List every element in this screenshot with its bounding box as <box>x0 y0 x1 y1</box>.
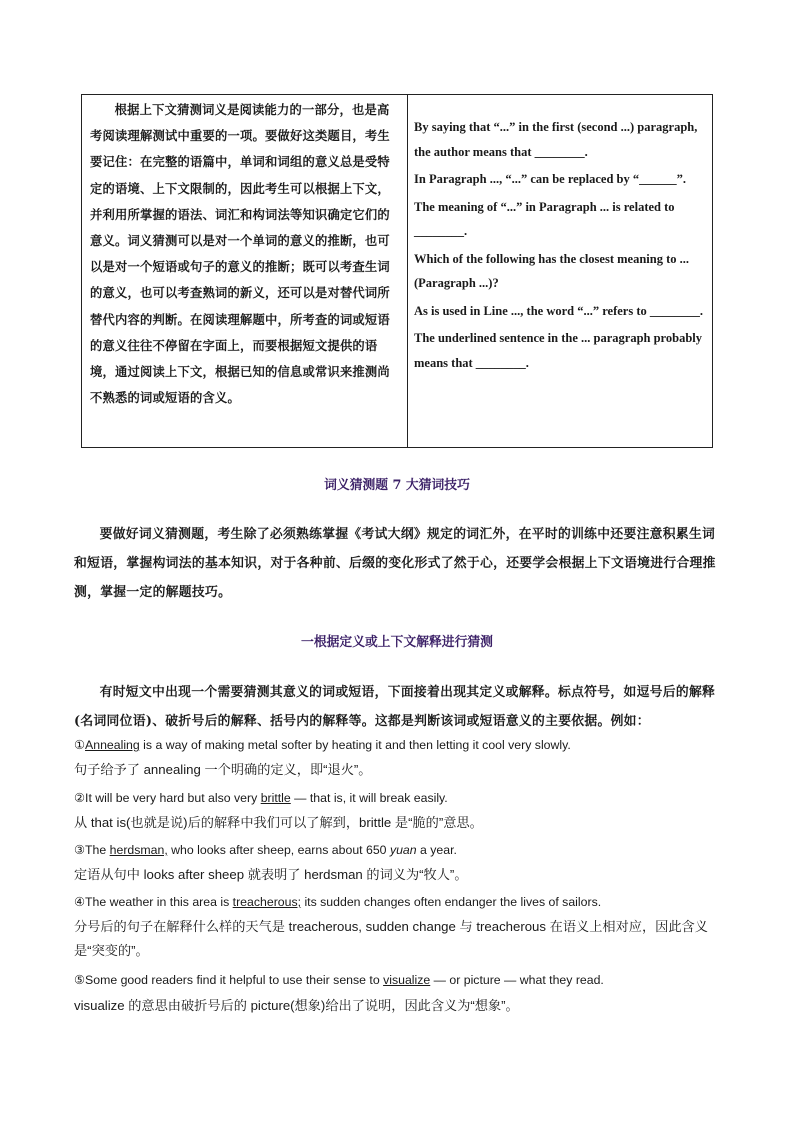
intro-description: 根据上下文猜测词义是阅读能力的一部分，也是高考阅读理解测试中重要的一项。要做好这类题目，考生要记住：在完整的语篇中，单词和词组的意义总是受特定的语境、上下文限制的，因此考生可以根据上下文，并利用所掌握的语法、词汇和构词法等知识确定它们的意义。词义猜测可以是对一个单词的意义的推断，也可以是对一个短语或句子的意义的推断；既可以考查生词的意义，也可以考查熟词的新义，还可以是对替代词所替代内容的判断。在阅读理解题中，所考查的词或短语的意义往往不停留在字面上，而要根据短文提供的语境，通过阅读上下文，根据已知的信息或常识来推测尚不熟悉的词或短语的含义。 <box>82 95 408 447</box>
example-text: — that is, it will break easily. <box>290 791 448 805</box>
question-type-3: The meaning of “...” in Paragraph ... is related to ________. <box>414 199 675 238</box>
currency-word: yuan <box>389 843 417 857</box>
example-text: a year. <box>416 843 457 857</box>
example-text: The <box>85 843 110 857</box>
example-text: It will be very hard but also very <box>85 791 261 805</box>
intro-table <box>81 94 713 448</box>
subsection-title: 一根据定义或上下文解释进行猜测 <box>301 635 493 650</box>
section-title: 词义猜测题 7 大猜词技巧 <box>324 478 470 493</box>
question-type-6: The underlined sentence in the ... paragraph probably means that ________. <box>414 331 703 370</box>
example-3 <box>74 840 734 860</box>
example-number: ④ <box>74 895 86 909</box>
example-3-explanation: 定语从句中 looks after sheep 就表明了 herdsman 的词义为“牧人”。 <box>74 867 468 882</box>
question-types <box>408 95 712 447</box>
example-number: ③ <box>74 843 86 857</box>
example-number: ① <box>74 738 86 752</box>
example-text: is a way of making metal softer by heating it and then letting it cool very slowly. <box>139 738 571 752</box>
example-4 <box>74 892 734 912</box>
example-text: who looks after sheep, earns about 650 <box>167 843 390 857</box>
example-number: ⑤ <box>74 973 86 987</box>
example-text: its sudden changes often endanger the lives of sailors. <box>301 895 602 909</box>
example-1 <box>74 735 734 755</box>
example-5 <box>74 970 734 990</box>
question-type-2: In Paragraph ..., “...” can be replaced by “______”. <box>414 172 686 186</box>
question-type-5: As is used in Line ..., the word “...” refers to ________. <box>414 303 704 318</box>
subsection-intro: 有时短文中出现一个需要猜测其意义的词或短语，下面接着出现其定义或解释。标点符号，如逗号后的解释(名词同位语)、破折号后的解释、括号内的解释等。这都是判断该词或短语意义的主要依据。例如： <box>74 685 716 729</box>
question-type-4: Which of the following has the closest meaning to ... (Paragraph ...)? <box>414 251 689 290</box>
target-word: treacherous; <box>232 895 302 909</box>
target-word: Annealing <box>85 738 140 752</box>
target-word: visualize <box>383 973 431 987</box>
target-word: herdsman, <box>109 843 168 857</box>
example-number: ② <box>74 791 86 805</box>
example-2 <box>74 788 734 808</box>
section-intro: 要做好词义猜测题，考生除了必须熟练掌握《考试大纲》规定的词汇外，在平时的训练中还要注意积累生词和短语，掌握构词法的基本知识，对于各种前、后缀的变化形式了然于心，还要学会根据上下文语境进行合理推测，掌握一定的解题技巧。 <box>74 527 716 600</box>
question-type-1: By saying that “...” in the first (second ...) paragraph, the author means that ________. <box>414 120 698 159</box>
example-2-explanation: 从 that is(也就是说)后的解释中我们可以了解到，brittle 是“脆的”意思。 <box>74 815 483 830</box>
example-5-explanation: visualize 的意思由破折号后的 picture(想象)给出了说明，因此含义为“想象”。 <box>74 998 519 1013</box>
target-word: brittle <box>260 791 291 805</box>
example-text: The weather in this area is <box>85 895 233 909</box>
example-1-explanation: 句子给予了 annealing 一个明确的定义，即“退火”。 <box>74 762 372 777</box>
example-4-explanation: 分号后的句子在解释什么样的天气是 treacherous, sudden change 与 treacherous 在语义上相对应，因此含义是“突变的”。 <box>74 919 708 958</box>
example-text: Some good readers find it helpful to use their sense to <box>85 973 384 987</box>
example-text: — or picture — what they read. <box>430 973 604 987</box>
